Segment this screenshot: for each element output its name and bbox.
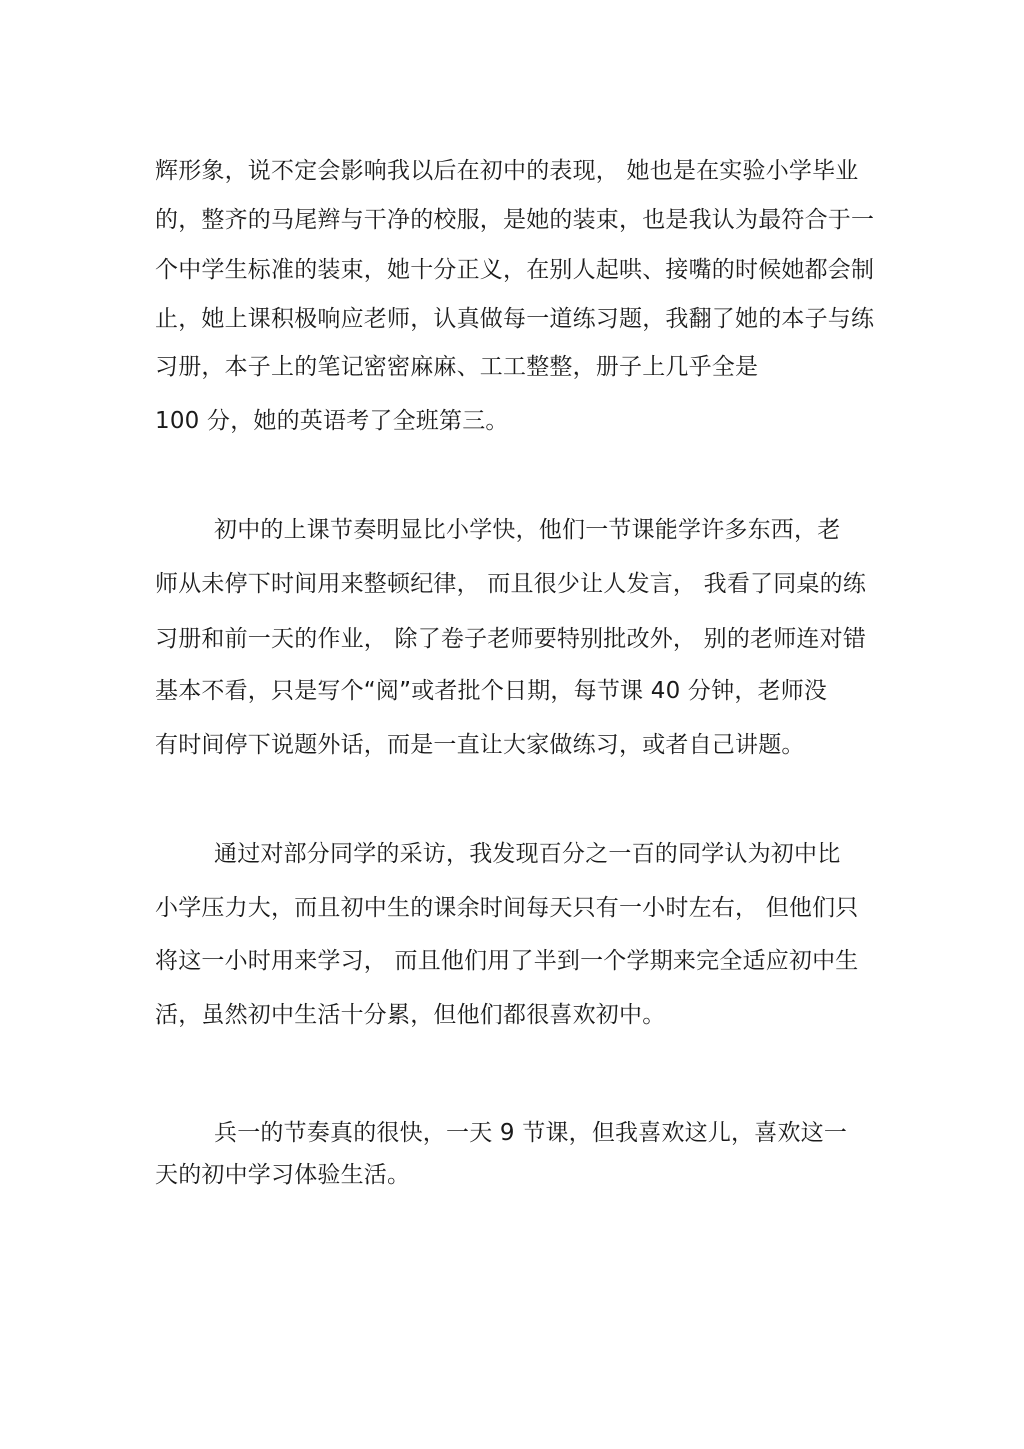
text-line: 习册和前一天的作业， 除了卷子老师要特别批改外， 别的老师连对错 — [155, 626, 867, 652]
text-line: 小学压力大，而且初中生的课余时间每天只有一小时左右， 但他们只 — [155, 895, 859, 921]
text-line: 100 分，她的英语考了全班第三。 — [155, 408, 509, 434]
text-line: 通过对部分同学的采访，我发现百分之一百的同学认为初中比 — [214, 841, 841, 867]
text-line: 天的初中学习体验生活。 — [155, 1162, 411, 1188]
text-line: 个中学生标准的装束，她十分正义，在别人起哄、接嘴的时候她都会制 — [155, 257, 875, 283]
text-line: 习册，本子上的笔记密密麻麻、工工整整，册子上几乎全是 — [155, 354, 759, 380]
text-line: 基本不看，只是写个“阅”或者批个日期，每节课 40 分钟，老师没 — [155, 678, 828, 704]
text-line: 师从未停下时间用来整顿纪律， 而且很少让人发言， 我看了同桌的练 — [155, 571, 867, 597]
text-line: 活，虽然初中生活十分累，但他们都很喜欢初中。 — [155, 1002, 666, 1028]
text-line: 兵一的节奏真的很快，一天 9 节课，但我喜欢这儿，喜欢这一 — [214, 1120, 848, 1146]
text-line: 的，整齐的马尾辫与干净的校服，是她的装束，也是我认为最符合于一 — [155, 207, 875, 233]
text-line: 将这一小时用来学习， 而且他们用了半到一个学期来完全适应初中生 — [155, 948, 859, 974]
text-line: 止，她上课积极响应老师，认真做每一道练习题，我翻了她的本子与练 — [155, 306, 875, 332]
text-line: 初中的上课节奏明显比小学快，他们一节课能学许多东西，老 — [214, 517, 841, 543]
text-line: 辉形象，说不定会影响我以后在初中的表现， 她也是在实验小学毕业 — [155, 158, 859, 184]
text-line: 有时间停下说题外话，而是一直让大家做练习，或者自己讲题。 — [155, 732, 805, 758]
